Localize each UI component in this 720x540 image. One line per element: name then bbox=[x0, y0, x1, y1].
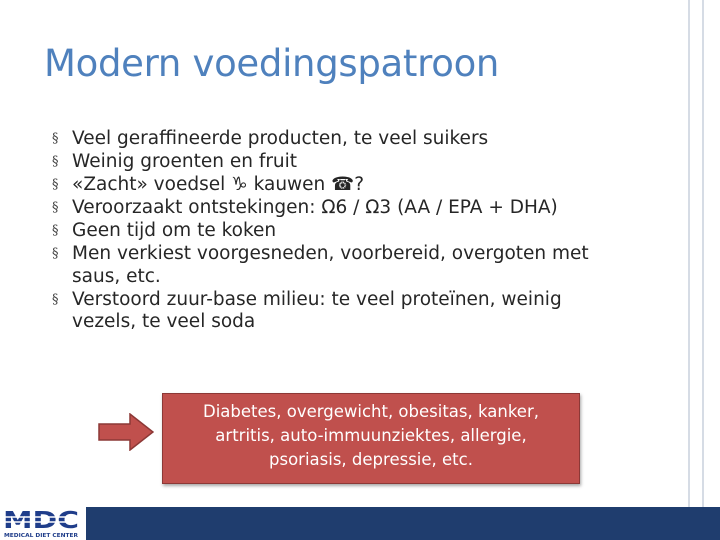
right-arrow-icon bbox=[98, 413, 154, 451]
bullet-text: «Zacht» voedsel bbox=[72, 174, 232, 195]
bullet-item bbox=[52, 128, 652, 151]
bullet-marker-icon: § bbox=[52, 223, 59, 238]
mdc-logo bbox=[0, 504, 84, 540]
bullet-text: ? bbox=[354, 174, 365, 195]
callout-line: Diabetes, overgewicht, obesitas, kanker, bbox=[203, 402, 539, 421]
bullet-item bbox=[52, 220, 652, 243]
capricorn-icon: ♑ bbox=[231, 174, 248, 195]
decorative-side-rule bbox=[688, 0, 704, 508]
bullet-text: Veel geraffineerde producten, te veel suikers bbox=[72, 128, 489, 149]
bullet-text-line2: saus, etc. bbox=[72, 265, 161, 287]
consequences-callout bbox=[162, 393, 580, 484]
bullet-text: Weinig groenten en fruit bbox=[72, 151, 298, 172]
telephone-icon: ☎ bbox=[331, 174, 355, 195]
bullet-text: kauwen bbox=[247, 174, 332, 195]
callout-line: psoriasis, depressie, etc. bbox=[269, 450, 473, 469]
bullet-item bbox=[52, 197, 652, 220]
bullet-list bbox=[52, 128, 652, 334]
bullet-marker-icon: § bbox=[52, 246, 59, 261]
footer-band bbox=[86, 507, 720, 540]
bullet-item bbox=[52, 174, 652, 197]
bullet-text-line2: vezels, te veel soda bbox=[72, 311, 256, 332]
bullet-item bbox=[52, 289, 652, 334]
bullet-item bbox=[52, 243, 652, 288]
bullet-text: Geen tijd om te koken bbox=[72, 220, 277, 241]
bullet-text: Veroorzaakt ontstekingen: Ω6 / Ω3 (AA / EPA + DHA) bbox=[72, 197, 558, 218]
bullet-marker-icon: § bbox=[52, 154, 59, 169]
bullet-text-line1: Men verkiest voorgesneden, voorbereid, overgoten met bbox=[72, 243, 589, 264]
callout-line: artritis, auto-immuunziektes, allergie, bbox=[215, 426, 527, 445]
bullet-marker-icon: § bbox=[52, 291, 59, 307]
bullet-marker-icon: § bbox=[52, 177, 59, 192]
slide-title: Modern voedingspatroon bbox=[44, 42, 500, 85]
bullet-text-line1: Verstoord zuur-base milieu: te veel proteïnen, weinig bbox=[72, 288, 562, 310]
logo-subtitle: MEDICAL DIET CENTER bbox=[4, 533, 79, 539]
bullet-marker-icon: § bbox=[52, 200, 59, 215]
bullet-item bbox=[52, 151, 652, 174]
logo-mark: MDC bbox=[3, 508, 79, 534]
bullet-marker-icon: § bbox=[52, 131, 59, 146]
